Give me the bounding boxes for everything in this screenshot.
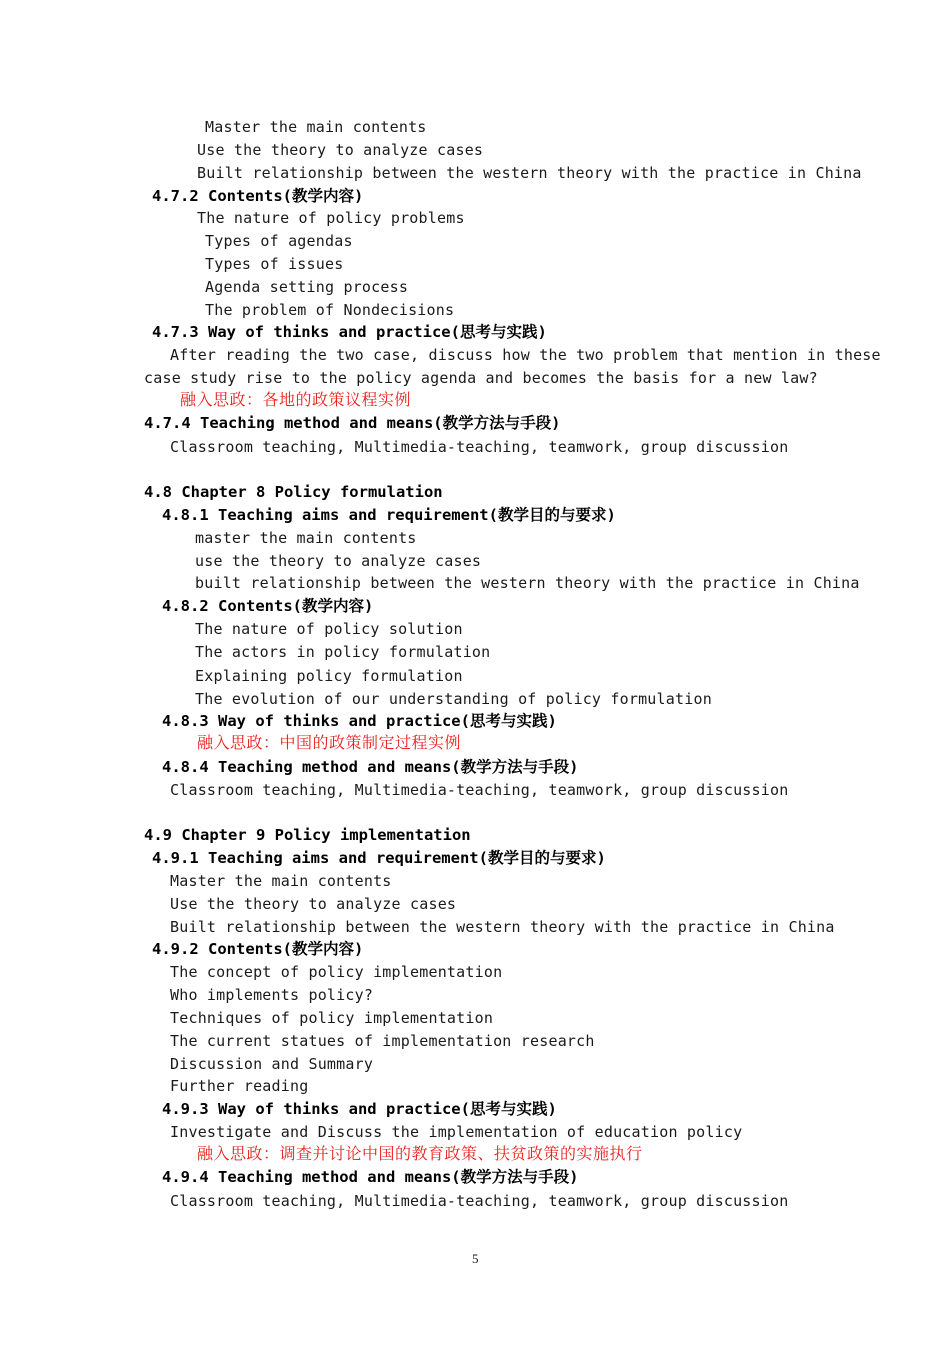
section-heading: 4.8.4 Teaching method and means(教学方法与手段) [162,758,579,776]
section-heading: 4.9.2 Contents(教学内容) [152,940,364,958]
text-line: use the theory to analyze cases [195,552,482,570]
text-line: master the main contents [195,529,417,547]
text-line: Techniques of policy implementation [170,1009,494,1027]
text-line: Classroom teaching, Multimedia-teaching, teamwork, group discussion [170,1192,789,1210]
text-line: The concept of policy implementation [170,963,503,981]
section-heading: 4.7.3 Way of thinks and practice(思考与实践) [152,323,547,341]
text-line: Types of issues [205,255,344,273]
section-heading: 4.7.2 Contents(教学内容) [152,187,364,205]
ideology-note: 融入思政：各地的政策议程实例 [180,390,412,409]
text-line: Classroom teaching, Multimedia-teaching, teamwork, group discussion [170,781,789,799]
text-line: built relationship between the western theory with the practice in China [195,574,860,592]
text-line: The nature of policy problems [197,209,465,227]
section-heading: 4.7.4 Teaching method and means(教学方法与手段) [144,414,561,432]
text-line: Built relationship between the western theory with the practice in China [170,918,835,936]
text-line: The current statues of implementation research [170,1032,595,1050]
section-heading: 4.8.1 Teaching aims and requirement(教学目的与要求) [162,506,616,524]
text-line: Use the theory to analyze cases [197,141,484,159]
text-line: The evolution of our understanding of policy formulation [195,690,712,708]
section-heading: 4.8.2 Contents(教学内容) [162,597,374,615]
text-line: The actors in policy formulation [195,643,491,661]
text-line: Master the main contents [205,118,427,136]
text-line: Built relationship between the western theory with the practice in China [197,164,862,182]
page-number: 5 [472,1251,479,1266]
text-line: After reading the two case, discuss how the two problem that mention in these [170,346,881,364]
section-heading: 4.9.3 Way of thinks and practice(思考与实践) [162,1100,557,1118]
text-line: Who implements policy? [170,986,374,1004]
section-heading: 4.9.1 Teaching aims and requirement(教学目的与要求) [152,849,606,867]
text-line: Master the main contents [170,872,392,890]
text-line: Classroom teaching, Multimedia-teaching, teamwork, group discussion [170,438,789,456]
text-line: The nature of policy solution [195,620,463,638]
chapter-heading: 4.8 Chapter 8 Policy formulation [144,483,443,501]
section-heading: 4.9.4 Teaching method and means(教学方法与手段) [162,1168,579,1186]
ideology-note: 融入思政：调查并讨论中国的教育政策、扶贫政策的实施执行 [197,1144,643,1163]
text-line: Types of agendas [205,232,353,250]
chapter-heading: 4.9 Chapter 9 Policy implementation [144,826,471,844]
text-line: Discussion and Summary [170,1055,374,1073]
text-line: The problem of Nondecisions [205,301,455,319]
text-line: Agenda setting process [205,278,409,296]
section-heading: 4.8.3 Way of thinks and practice(思考与实践) [162,712,557,730]
ideology-note: 融入思政：中国的政策制定过程实例 [197,733,462,752]
text-line: case study rise to the policy agenda and becomes the basis for a new law? [144,369,818,387]
text-line: Explaining policy formulation [195,667,463,685]
text-line: Use the theory to analyze cases [170,895,457,913]
text-line: Further reading [170,1077,309,1095]
text-line: Investigate and Discuss the implementation of education policy [170,1123,743,1141]
